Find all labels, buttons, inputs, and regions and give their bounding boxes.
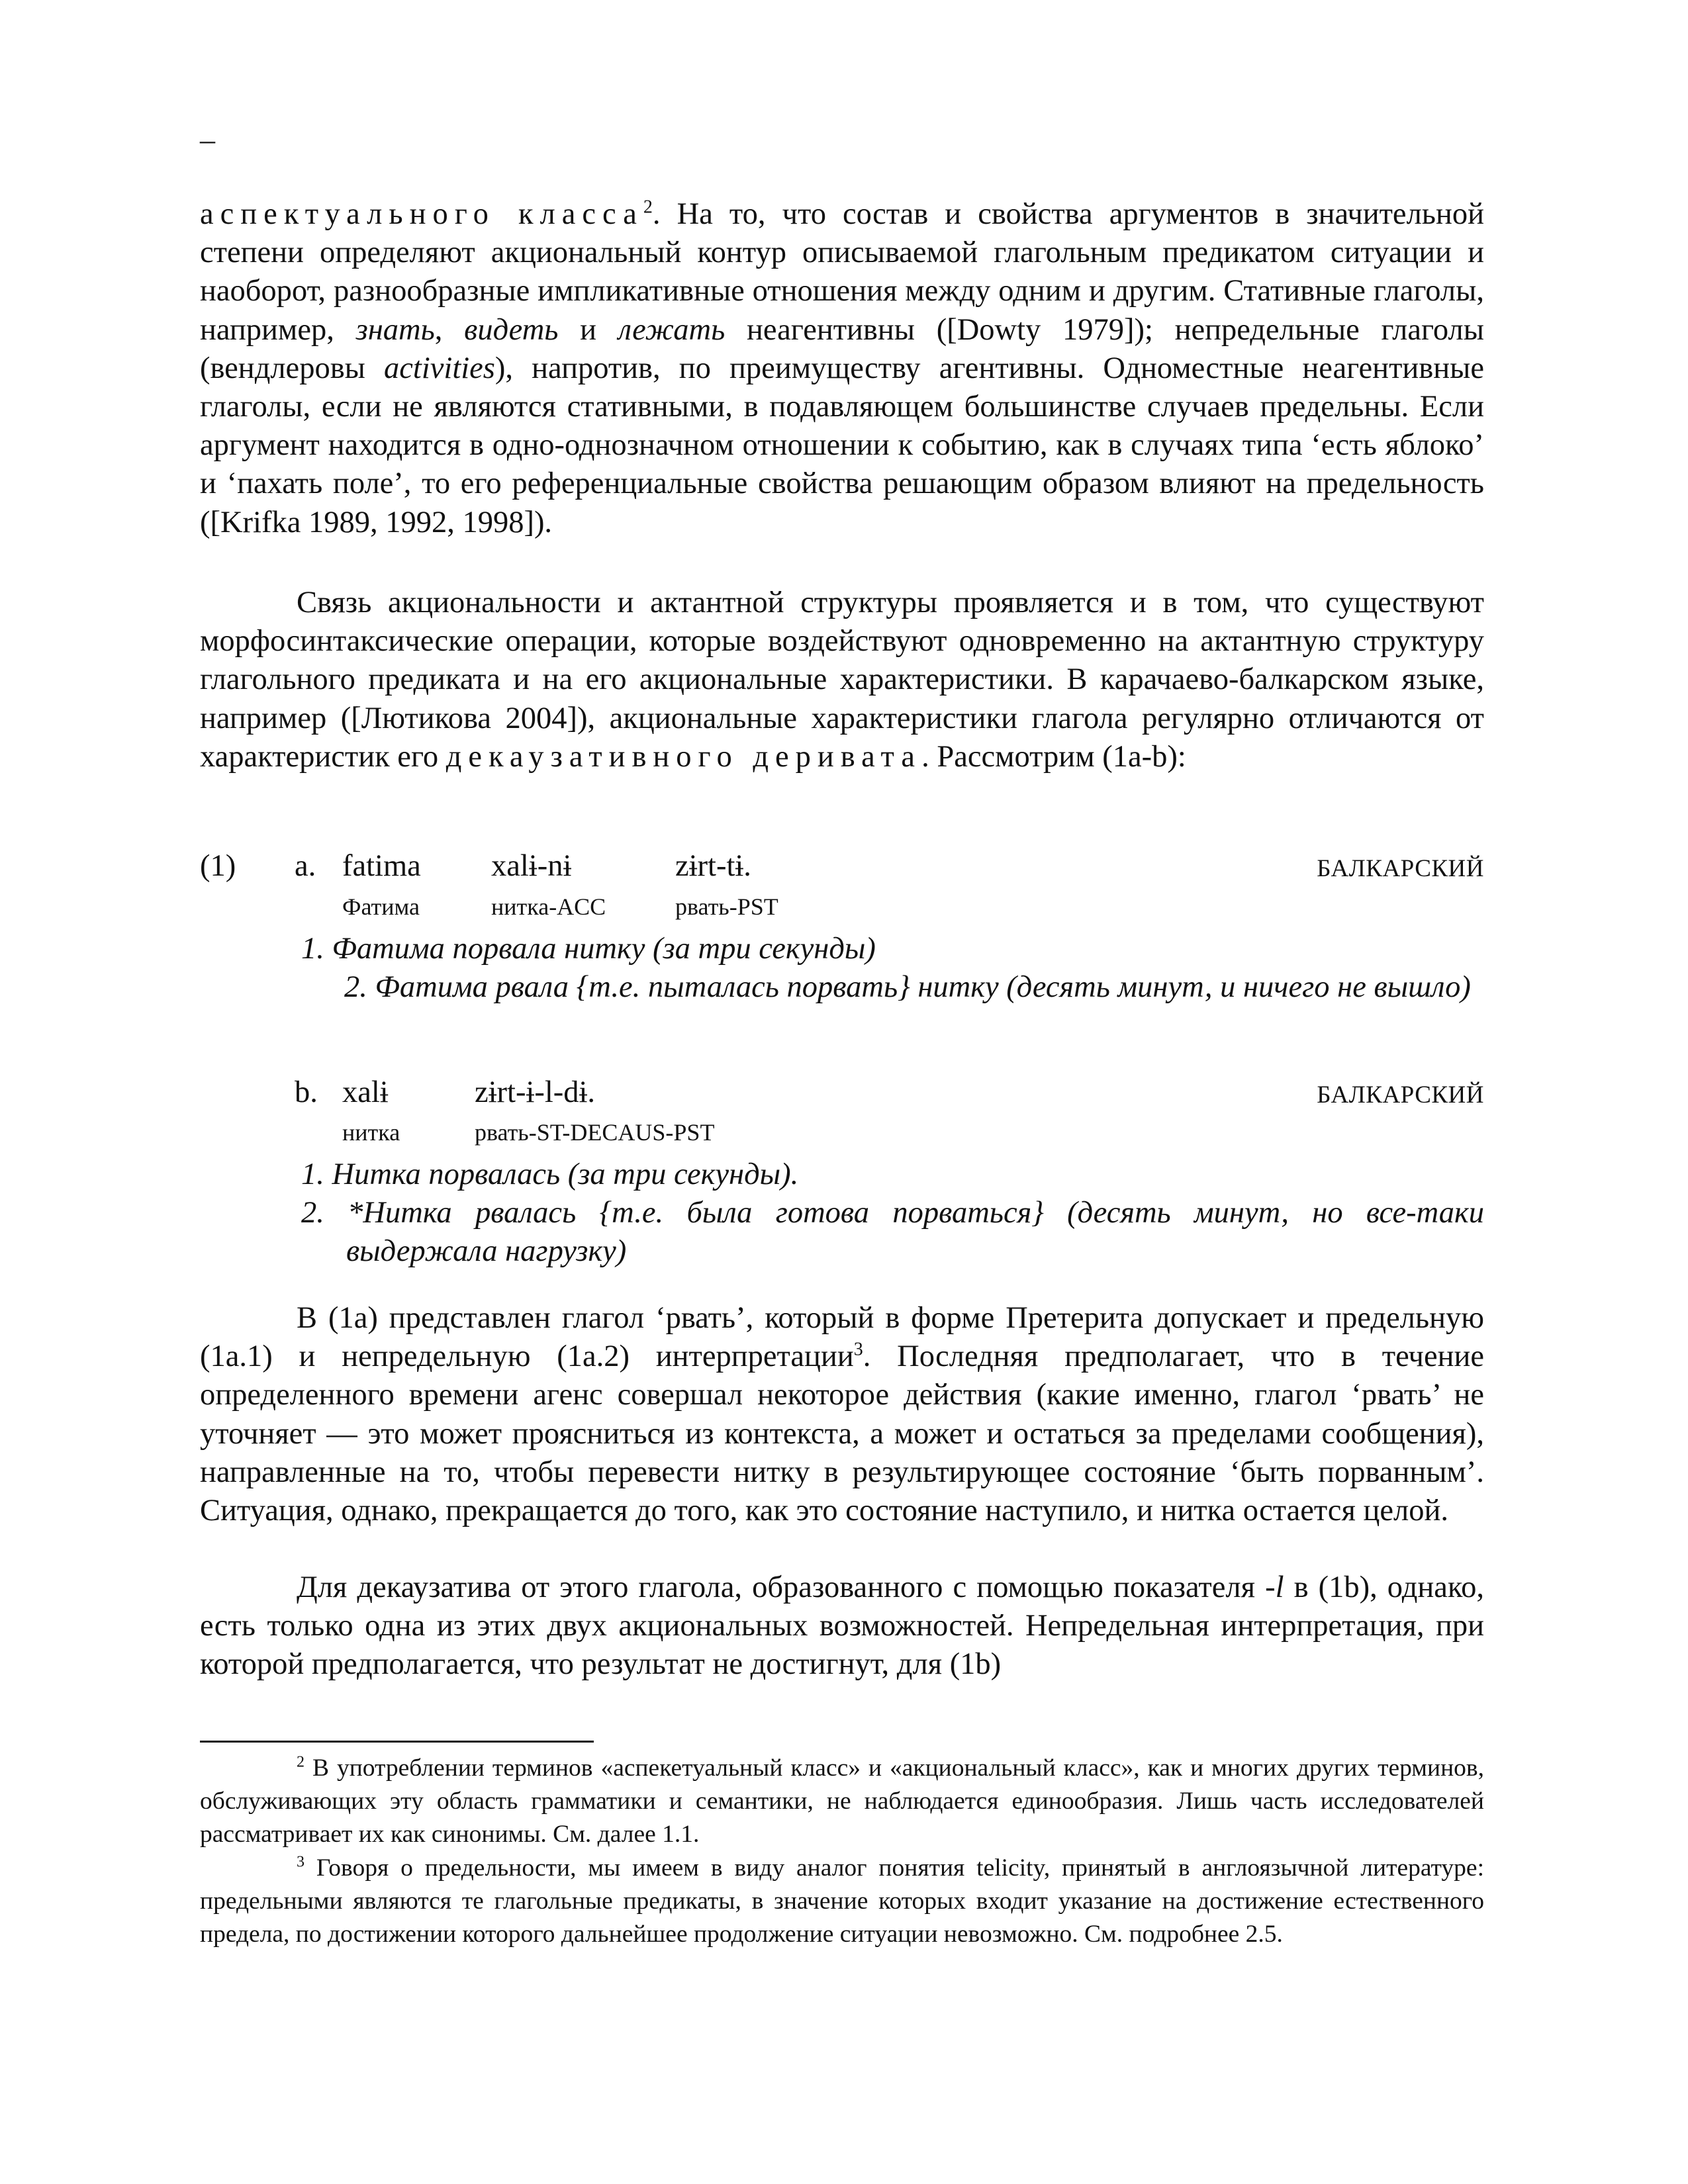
paragraph-text: . Последняя предполагает, что в течение определенного времени агенс совершал некоторое действия (какие именно, глагол ‘рвать’ не уточняет — это может проясниться из контекста, а может и остаться за пределами сообщения), направленные на то, чтобы перевести нитку в результирующее состояние ‘быть порванным’. Ситуация, однако, прекращается до того, как это состояние наступило, и нитка остается целой. bbox=[200, 1340, 1484, 1528]
paragraph-text: В (1a) представлен глагол ‘рвать’, который в форме Претерита допускает и предельную (1a.1) и непредельную (1a.2) интерпретации bbox=[200, 1301, 1484, 1374]
paragraph-text: в (1b), однако, есть только одна из этих двух акциональных возможностей. Непредельная интерпретация, при которой предполагается, что результат не достигнут, для (1b) bbox=[200, 1570, 1484, 1682]
language-label: БАЛКАРСКИЙ bbox=[1317, 855, 1484, 882]
footnote-separator bbox=[200, 1741, 594, 1743]
example-translation: 2. Фатима рвала {т.е. пыталась порвать} нитку (десять минут, и ничего не вышло) bbox=[344, 970, 1471, 1004]
example-translation: 2. *Нитка рвалась {т.е. была готова порваться} (десять минут, но все-таки выдержала нагрузку) bbox=[301, 1196, 1484, 1269]
footnote-number: 2 bbox=[297, 1753, 305, 1771]
footnote-3 bbox=[200, 1852, 1484, 1951]
paragraph-4 bbox=[200, 1569, 1484, 1684]
footnote-ref-3[interactable]: 3 bbox=[853, 1339, 863, 1360]
example-word: xalɨ bbox=[342, 1075, 389, 1109]
footnote-text: В употреблении терминов «аспекетуальный класс» и «акциональный класс», как и многих других терминов, обслуживающих эту область грамматики и семантики, не наблюдается единообразия. Лишь часть исследователей рассматривает их как синонимы. См. далее 1.1. bbox=[200, 1754, 1484, 1848]
example-word: fatima bbox=[342, 849, 421, 883]
gloss-word: нитка-ACC bbox=[491, 893, 606, 920]
spaced-term: аспектуального класса bbox=[200, 197, 643, 231]
example-translation: 1. Нитка порвалась (за три секунды). bbox=[301, 1158, 799, 1191]
footnote-number: 3 bbox=[297, 1853, 305, 1871]
example-word: zɨrt-ɨ-l-dɨ. bbox=[475, 1075, 596, 1109]
example-number: (1) bbox=[200, 849, 236, 883]
language-label: БАЛКАРСКИЙ bbox=[1317, 1081, 1484, 1109]
spaced-term: декаузативного деривата bbox=[445, 739, 922, 774]
term-activities: activities bbox=[384, 351, 495, 385]
gloss-word: рвать-ST-DECAUS-PST bbox=[475, 1119, 715, 1146]
paragraph-3 bbox=[200, 1299, 1484, 1530]
gloss-word: Фатима bbox=[342, 893, 420, 920]
verb-example: знать bbox=[355, 312, 435, 347]
example-translation: 1. Фатима порвала нитку (за три секунды) bbox=[301, 932, 876, 966]
gloss-word: нитка bbox=[342, 1119, 400, 1146]
paragraph-1 bbox=[200, 195, 1484, 542]
decausative-marker: -l bbox=[1265, 1570, 1284, 1604]
separator: и bbox=[558, 312, 618, 347]
footnote-2 bbox=[200, 1752, 1484, 1851]
paragraph-text: . На то, что состав и свойства аргументов в значительной степени определяют акциональный контур описываемой глагольным предикатом ситуации и наоборот, разнообразные импликативные отношения между одним и другим. Стативные глаголы, например, bbox=[200, 197, 1484, 347]
verb-example: лежать bbox=[618, 312, 726, 347]
footnote-ref-2[interactable]: 2 bbox=[643, 197, 653, 218]
example-letter-a: a. bbox=[295, 849, 316, 883]
gloss-word: рвать-PST bbox=[675, 893, 778, 920]
paragraph-text: неагентивны ([Dowty 1979]); непредельные глаголы (вендлеровы bbox=[200, 312, 1485, 385]
paragraph-text: Связь акциональности и актантной структуры проявляется и в том, что существуют морфосинтаксические операции, которые воздействуют одновременно на актантную структуру глагольного предиката и на его акциональные характеристики. В карачаево-балкарском языке, например ([Лютикова 2004]), акциональные характеристики глагола регулярно отличаются от характеристик его bbox=[200, 586, 1484, 774]
separator: , bbox=[434, 312, 465, 347]
footnote-text: Говоря о предельности, мы имеем в виду аналог понятия telicity, принятый в англоязычной литературе: предельными являются те глагольные предикаты, в значение которых входит указание на достижение естественного предела, по достижении которого дальнейшее продолжение ситуации невозможно. См. подробнее 2.5. bbox=[200, 1854, 1484, 1948]
example-word: zɨrt-tɨ. bbox=[675, 849, 751, 883]
paragraph-text: . Рассмотрим (1a-b): bbox=[921, 739, 1186, 774]
paragraph-2 bbox=[200, 584, 1484, 776]
page-mark: – bbox=[200, 122, 215, 156]
example-word: xalɨ-nɨ bbox=[491, 849, 572, 883]
paragraph-text: Для декаузатива от этого глагола, образованного с помощью показателя bbox=[297, 1570, 1266, 1604]
verb-example: видеть bbox=[464, 312, 559, 347]
example-letter-b: b. bbox=[295, 1075, 318, 1109]
paragraph-text: ), напротив, по преимуществу агентивны. Одноместные неагентивные глаголы, если не являются стативными, в подавляющем большинстве случаев предельны. Если аргумент находится в одно-однозначном отношении к событию, как в случаях типа ‘есть яблоко’ и ‘пахать поле’, то его референциальные свойства решающим образом влияют на предельность ([Krifka 1989, 1992, 1998]). bbox=[200, 351, 1484, 539]
